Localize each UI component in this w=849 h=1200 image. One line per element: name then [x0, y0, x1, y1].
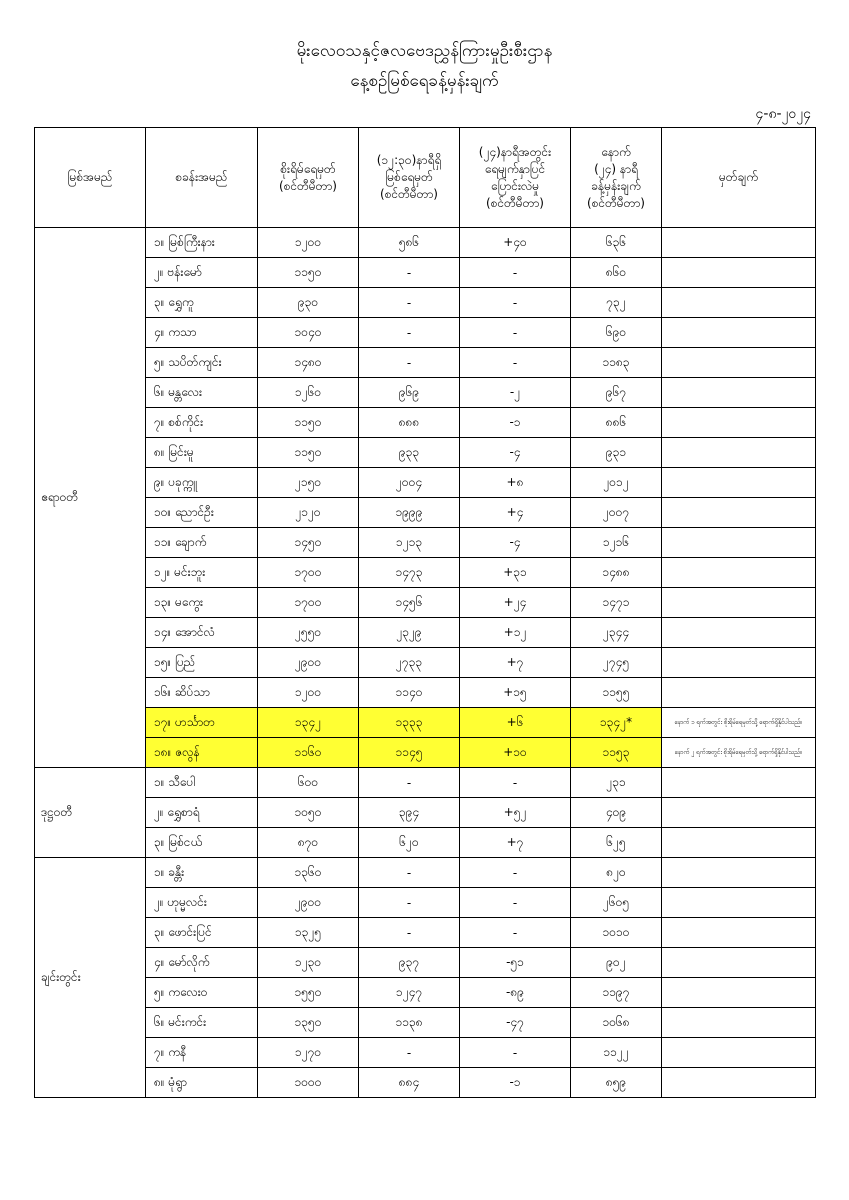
- current-level-cell: ၉၆၉: [359, 378, 460, 408]
- station-cell: ၁၀။ ညောင်ဦး: [146, 498, 258, 528]
- remark-cell: [662, 378, 816, 408]
- change-cell: -: [460, 858, 571, 888]
- table-row: [35, 588, 816, 618]
- forecast-cell: ၁၂၁၆: [571, 528, 662, 558]
- remark-cell: [662, 1068, 816, 1098]
- station-cell: ၈။ မုံရွာ: [146, 1068, 258, 1098]
- forecast-cell: ၈၂၀: [571, 858, 662, 888]
- forecast-cell: ၁၁၉၇: [571, 978, 662, 1008]
- current-level-cell: -: [359, 858, 460, 888]
- current-level-cell: ၁၂၄၇: [359, 978, 460, 1008]
- forecast-cell: ၂၆၀၅: [571, 888, 662, 918]
- danger-level-cell: ၆၀၀: [258, 768, 359, 798]
- header-line: နောက်: [601, 144, 631, 159]
- danger-level-cell: ၁၁၅၀: [258, 258, 359, 288]
- danger-level-cell: ၁၃၅၀: [258, 1008, 359, 1038]
- station-cell: ၅။ သပိတ်ကျင်း: [146, 348, 258, 378]
- change-cell: +၆: [460, 708, 571, 738]
- table-row: [35, 228, 816, 258]
- danger-level-cell: ၉၃၀: [258, 288, 359, 318]
- table-row: [35, 798, 816, 828]
- station-cell: ၈။ မြင်းမူ: [146, 438, 258, 468]
- remark-cell: [662, 918, 816, 948]
- change-cell: +၁၂: [460, 618, 571, 648]
- danger-level-cell: ၁၂၇၀: [258, 1038, 359, 1068]
- station-cell: ၄။ ကသာ: [146, 318, 258, 348]
- current-level-cell: ၁၉၉၉: [359, 498, 460, 528]
- danger-level-cell: ၁၄၅၀: [258, 528, 359, 558]
- header-line: (၂၄)နာရီအတွင်း: [478, 144, 552, 159]
- station-cell: ၁၂။ မင်းဘူး: [146, 558, 258, 588]
- forecast-cell: ၉၆၇: [571, 378, 662, 408]
- forecast-cell: ၂၇၄၅: [571, 648, 662, 678]
- header-line: (စင်တီမီတာ): [380, 187, 438, 201]
- current-level-cell: -: [359, 768, 460, 798]
- remark-cell: [662, 468, 816, 498]
- change-cell: +၁၅: [460, 678, 571, 708]
- forecast-cell: ၄၀၉: [571, 798, 662, 828]
- header-line: စိုးရိမ်ရေမှတ်: [280, 161, 336, 176]
- page-title: မိုးလေဝသနှင့်ဇလဗေဒညွှန်ကြားမှုဦးစီးဌာန: [296, 41, 553, 61]
- change-cell: -၂: [460, 378, 571, 408]
- current-level-cell: ၁၂၁၃: [359, 528, 460, 558]
- current-level-cell: ၂၇၃၃: [359, 648, 460, 678]
- forecast-cell: ၆၂၅: [571, 828, 662, 858]
- station-cell: ၁၄။ အောင်လံ: [146, 618, 258, 648]
- station-cell: ၁၆။ ဆိပ်သာ: [146, 678, 258, 708]
- remark-cell: [662, 768, 816, 798]
- danger-level-cell: ၁၇၀၀: [258, 588, 359, 618]
- danger-level-cell: ၁၃၆၀: [258, 858, 359, 888]
- forecast-cell: ၁၁၅၃: [571, 738, 662, 768]
- remark-cell: [662, 1038, 816, 1068]
- danger-level-cell: ၁၀၀၀: [258, 1068, 359, 1098]
- current-level-cell: ၁၄၇၃: [359, 558, 460, 588]
- change-cell: -၄: [460, 438, 571, 468]
- danger-level-cell: ၁၀၄၀: [258, 318, 359, 348]
- table-row: [35, 948, 816, 978]
- forecast-cell: ၈၆၀: [571, 258, 662, 288]
- remark-cell: [662, 498, 816, 528]
- danger-level-cell: ၁၃၂၅: [258, 918, 359, 948]
- forecast-cell: ၈၈၆: [571, 408, 662, 438]
- forecast-cell: ၁၀၆၈: [571, 1008, 662, 1038]
- current-level-cell: ၃၉၄: [359, 798, 460, 828]
- header-line: (စင်တီမီတာ): [486, 195, 544, 210]
- danger-level-cell: ၁၂၆၀: [258, 378, 359, 408]
- table-row: [35, 738, 816, 768]
- change-cell: -၄: [460, 528, 571, 558]
- remark-cell: [662, 408, 816, 438]
- danger-level-cell: ၈၇၀: [258, 828, 359, 858]
- header-line: ရေမျက်နှာပြင်: [484, 161, 546, 176]
- current-level-cell: ၅၈၆: [359, 228, 460, 258]
- header-forecast: [571, 128, 662, 228]
- header-line: မြစ်ရေမှတ်: [385, 170, 433, 184]
- forecast-cell: ၂၃၁: [571, 768, 662, 798]
- table-row: [35, 828, 816, 858]
- current-level-cell: ၁၄၅၆: [359, 588, 460, 618]
- river-name-cell: ဒုဋ္ဌဝတီ: [35, 768, 146, 858]
- header-line: (၁၂:၃၀)နာရီရှိ: [376, 153, 442, 167]
- change-cell: -: [460, 768, 571, 798]
- table-row: [35, 348, 816, 378]
- current-level-cell: ၂၀၀၄: [359, 468, 460, 498]
- current-level-cell: -: [359, 918, 460, 948]
- station-cell: ၇။ စစ်ကိုင်း: [146, 408, 258, 438]
- change-cell: -: [460, 348, 571, 378]
- danger-level-cell: ၂၉၀၀: [258, 648, 359, 678]
- table-row: [35, 1068, 816, 1098]
- table-row: [35, 558, 816, 588]
- table-row: [35, 648, 816, 678]
- station-cell: ၆။ မန္တလေး: [146, 378, 258, 408]
- change-cell: +၃၁: [460, 558, 571, 588]
- change-cell: +၇: [460, 648, 571, 678]
- danger-level-cell: ၁၂၀၀: [258, 228, 359, 258]
- station-cell: ၂။ ရွှေစာရံ: [146, 798, 258, 828]
- remark-cell: [662, 288, 816, 318]
- remark-cell: [662, 618, 816, 648]
- table-row: [35, 1038, 816, 1068]
- danger-level-cell: ၁၂၀၀: [258, 678, 359, 708]
- remark-cell: [662, 888, 816, 918]
- current-level-cell: ၈၈၄: [359, 1068, 460, 1098]
- change-cell: +၇: [460, 828, 571, 858]
- remark-cell: [662, 348, 816, 378]
- change-cell: -: [460, 918, 571, 948]
- forecast-cell: ၂၃၄၄: [571, 618, 662, 648]
- station-cell: ၆။ မင်းကင်း: [146, 1008, 258, 1038]
- header-current-level: [359, 128, 460, 228]
- station-cell: ၁။ ခန္တီး: [146, 858, 258, 888]
- remark-cell: [662, 648, 816, 678]
- table-row: [35, 468, 816, 498]
- forecast-cell: ၁၁၂၂: [571, 1038, 662, 1068]
- table-row: [35, 708, 816, 738]
- header-station: စခန်းအမည်: [146, 128, 258, 228]
- danger-level-cell: ၁၁၆၀: [258, 738, 359, 768]
- remark-cell: [662, 798, 816, 828]
- header-change: [460, 128, 571, 228]
- remark-cell: [662, 858, 816, 888]
- forecast-cell: ၆၃၆: [571, 228, 662, 258]
- table-row: [35, 678, 816, 708]
- current-level-cell: -: [359, 258, 460, 288]
- forecast-cell: ၁၃၄၂*: [571, 708, 662, 738]
- header-line: (စင်တီမီတာ): [587, 195, 645, 210]
- header-danger-level: [258, 128, 359, 228]
- change-cell: -: [460, 318, 571, 348]
- change-cell: -၅၁: [460, 948, 571, 978]
- header-line: ပြောင်းလဲမှု: [490, 178, 540, 193]
- remark-cell: [662, 558, 816, 588]
- table-row: [35, 318, 816, 348]
- remark-cell: နောက် ၂ ရက်အတွင်း စိုးရိမ်ရေမှတ်သို့ ရောက်ရှိနိုင်ပါသည်။: [662, 738, 816, 768]
- current-level-cell: ၁၁၄၀: [359, 678, 460, 708]
- current-level-cell: ၂၃၂၉: [359, 618, 460, 648]
- page-subtitle: နေ့စဉ်မြစ်ရေခန့်မှန်းချက်: [350, 71, 499, 91]
- table-row: [35, 288, 816, 318]
- station-cell: ၁၃။ မကွေး: [146, 588, 258, 618]
- change-cell: -၁: [460, 1068, 571, 1098]
- river-name-cell: ဧရာဝတီ: [35, 228, 146, 768]
- remark-cell: [662, 318, 816, 348]
- station-cell: ၃။ ရွှေကူ: [146, 288, 258, 318]
- table-row: [35, 528, 816, 558]
- forecast-cell: ၁၀၁၀: [571, 918, 662, 948]
- header-river: မြစ်အမည်: [35, 128, 146, 228]
- danger-level-cell: ၁၁၅၀: [258, 438, 359, 468]
- forecast-cell: ၁၁၈၃: [571, 348, 662, 378]
- table-row: [35, 408, 816, 438]
- change-cell: -: [460, 288, 571, 318]
- station-cell: ၁၅။ ပြည်: [146, 648, 258, 678]
- change-cell: +၄၀: [460, 228, 571, 258]
- table-header-row: [35, 128, 816, 228]
- current-level-cell: ၁၃၃၃: [359, 708, 460, 738]
- station-cell: ၂။ ဗန်းမော်: [146, 258, 258, 288]
- change-cell: -: [460, 888, 571, 918]
- danger-level-cell: ၁၀၅၀: [258, 798, 359, 828]
- table-row: [35, 438, 816, 468]
- table-row: [35, 858, 816, 888]
- station-cell: ၁၈။ ဇလွန်: [146, 738, 258, 768]
- danger-level-cell: ၁၂၃၀: [258, 948, 359, 978]
- danger-level-cell: ၁၃၄၂: [258, 708, 359, 738]
- remark-cell: [662, 258, 816, 288]
- current-level-cell: ၆၂၀: [359, 828, 460, 858]
- change-cell: -: [460, 258, 571, 288]
- danger-level-cell: ၁၄၈၀: [258, 348, 359, 378]
- header-line: (စင်တီမီတာ): [279, 178, 337, 193]
- change-cell: +၅၂: [460, 798, 571, 828]
- remark-cell: [662, 228, 816, 258]
- current-level-cell: -: [359, 288, 460, 318]
- header-remarks: မှတ်ချက်: [662, 128, 816, 228]
- forecast-cell: ၁၄၇၁: [571, 588, 662, 618]
- change-cell: -၄၇: [460, 1008, 571, 1038]
- forecast-cell: ၁၁၅၅: [571, 678, 662, 708]
- remark-cell: [662, 828, 816, 858]
- current-level-cell: -: [359, 888, 460, 918]
- station-cell: ၃။ မြစ်ငယ်: [146, 828, 258, 858]
- station-cell: ၁၁။ ချောက်: [146, 528, 258, 558]
- station-cell: ၉။ ပခုက္ကူ: [146, 468, 258, 498]
- table-row: [35, 378, 816, 408]
- table-row: [35, 888, 816, 918]
- forecast-cell: ၁၄၈၈: [571, 558, 662, 588]
- remark-cell: [662, 588, 816, 618]
- current-level-cell: ၁၁၄၅: [359, 738, 460, 768]
- danger-level-cell: ၁၁၅၀: [258, 408, 359, 438]
- forecast-cell: ၂၀၀၇: [571, 498, 662, 528]
- change-cell: -၈၉: [460, 978, 571, 1008]
- forecast-cell: ၆၉၀: [571, 318, 662, 348]
- current-level-cell: ၉၃၇: [359, 948, 460, 978]
- remark-cell: [662, 1008, 816, 1038]
- forecast-cell: ၂၀၁၂: [571, 468, 662, 498]
- danger-level-cell: ၁၇၀၀: [258, 558, 359, 588]
- current-level-cell: ၁၁၃၈: [359, 1008, 460, 1038]
- station-cell: ၁။ သီပေါ: [146, 768, 258, 798]
- station-cell: ၇။ ကနီ: [146, 1038, 258, 1068]
- station-cell: ၁၇။ ဟင်္သာတ: [146, 708, 258, 738]
- river-forecast-table: [34, 127, 816, 1098]
- change-cell: -: [460, 1038, 571, 1068]
- table-row: [35, 768, 816, 798]
- header-line: ခန့်မှန်းချက်: [591, 178, 641, 193]
- danger-level-cell: ၂၅၅၀: [258, 618, 359, 648]
- remark-cell: [662, 438, 816, 468]
- remark-cell: [662, 948, 816, 978]
- current-level-cell: -: [359, 318, 460, 348]
- station-cell: ၃။ ဖောင်းပြင်: [146, 918, 258, 948]
- current-level-cell: -: [359, 1038, 460, 1068]
- change-cell: -၁: [460, 408, 571, 438]
- station-cell: ၂။ ဟုမ္မလင်း: [146, 888, 258, 918]
- header-line: (၂၄) နာရီ: [594, 161, 638, 176]
- station-cell: ၅။ ကလေးဝ: [146, 978, 258, 1008]
- table-row: [35, 1008, 816, 1038]
- current-level-cell: -: [359, 348, 460, 378]
- remark-cell: နောက် ၁ ရက်အတွင်း စိုးရိမ်ရေမှတ်သို့ ရောက်ရှိနိုင်ပါသည်။: [662, 708, 816, 738]
- change-cell: +၈: [460, 468, 571, 498]
- station-cell: ၄။ မော်လိုက်: [146, 948, 258, 978]
- danger-level-cell: ၁၅၅၀: [258, 978, 359, 1008]
- table-row: [35, 498, 816, 528]
- station-cell: ၁။ မြစ်ကြီးနား: [146, 228, 258, 258]
- change-cell: +၁၀: [460, 738, 571, 768]
- forecast-cell: ၈၅၉: [571, 1068, 662, 1098]
- forecast-cell: ၇၃၂: [571, 288, 662, 318]
- change-cell: +၂၄: [460, 588, 571, 618]
- table-row: [35, 918, 816, 948]
- remark-cell: [662, 678, 816, 708]
- remark-cell: [662, 528, 816, 558]
- danger-level-cell: ၂၁၂၀: [258, 498, 359, 528]
- table-row: [35, 978, 816, 1008]
- remark-cell: [662, 978, 816, 1008]
- change-cell: +၄: [460, 498, 571, 528]
- table-row: [35, 618, 816, 648]
- table-body: [35, 228, 816, 1098]
- danger-level-cell: ၂၁၅၀: [258, 468, 359, 498]
- danger-level-cell: ၂၉၀၀: [258, 888, 359, 918]
- current-level-cell: ၉၃၃: [359, 438, 460, 468]
- current-level-cell: ၈၈၈: [359, 408, 460, 438]
- report-date: ၄-၈-၂၀၂၄: [755, 106, 811, 122]
- river-name-cell: ချင်းတွင်း: [35, 858, 146, 1098]
- forecast-cell: ၉၃၁: [571, 438, 662, 468]
- forecast-cell: ၉၀၂: [571, 948, 662, 978]
- table-row: [35, 258, 816, 288]
